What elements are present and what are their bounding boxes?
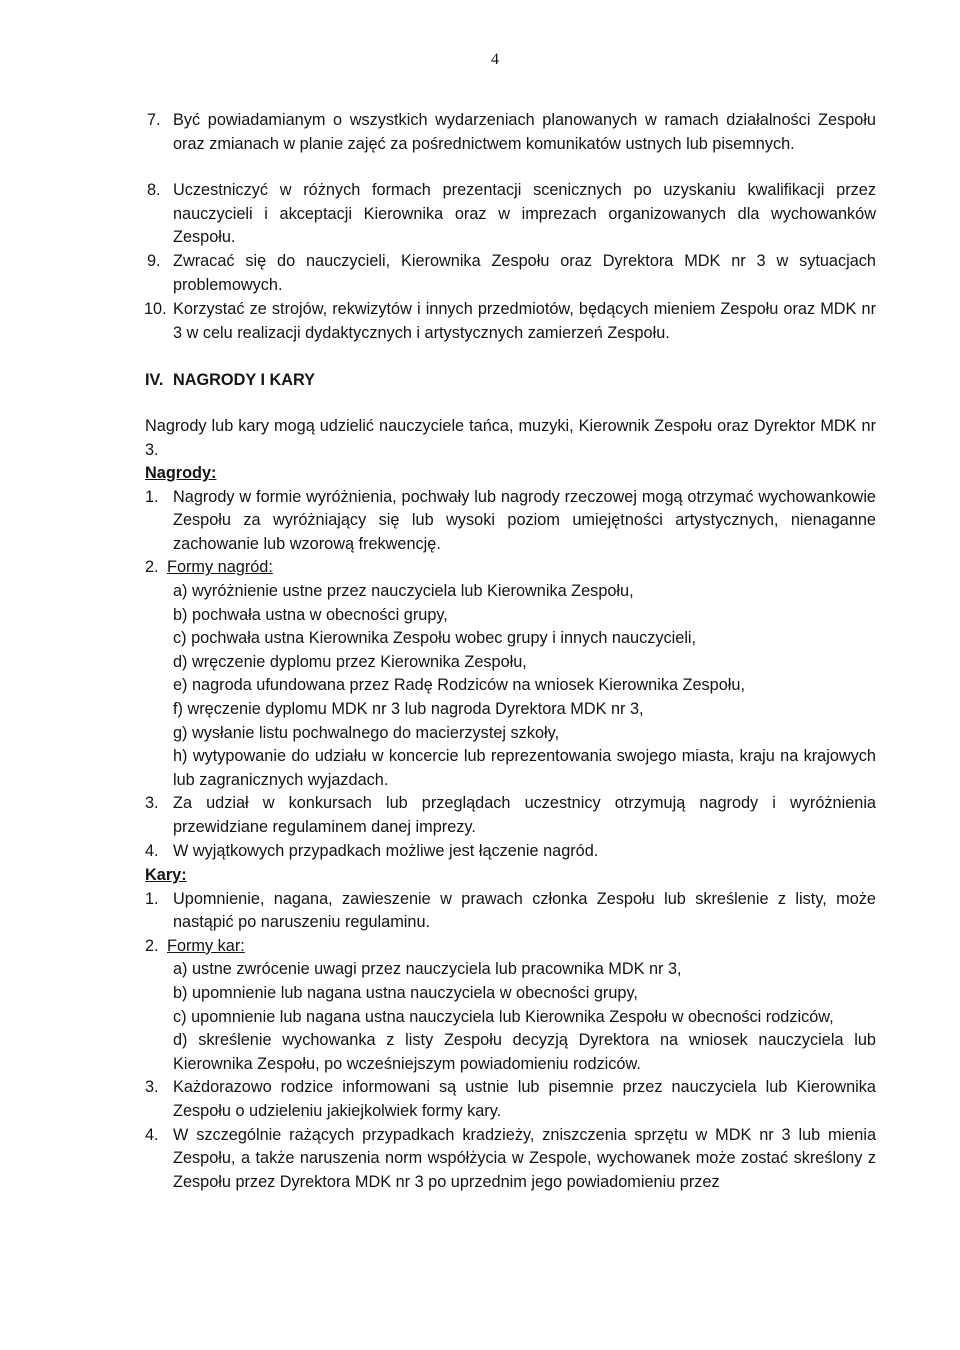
list-item (145, 840, 876, 864)
list-item (147, 250, 876, 298)
list-item (145, 935, 876, 959)
list-item (145, 1076, 876, 1123)
item-number: 3. (145, 1078, 159, 1097)
list-item (145, 888, 876, 935)
form-item: e) nagroda ufundowana przez Radę Rodziców na wniosek Kierownika Zespołu, (173, 676, 745, 695)
item-number: 10. (144, 300, 167, 318)
item-text: W wyjątkowych przypadkach możliwe jest łączenie nagród. (173, 841, 599, 860)
section-numeral: IV. (145, 371, 164, 389)
item-number: 2. (145, 558, 159, 577)
item-number: 4. (145, 841, 159, 860)
list-item (147, 179, 876, 250)
form-item: b) pochwała ustna w obecności grupy, (173, 605, 448, 624)
item-text: Upomnienie, nagana, zawieszenie w prawach członka Zespołu lub skreślenie z listy, może nastąpić po naruszeniu regulaminu. (173, 889, 876, 932)
item-number: 1. (145, 889, 159, 908)
form-item: f) wręczenie dyplomu MDK nr 3 lub nagroda Dyrektora MDK nr 3, (173, 699, 644, 718)
penalty-forms (173, 958, 876, 1076)
item-number: 7. (147, 111, 161, 129)
list-item (145, 556, 876, 580)
list-item (145, 486, 876, 557)
item-number: 8. (147, 181, 161, 199)
forms-label: Formy nagród: (167, 558, 273, 577)
list-item (145, 792, 876, 839)
page-number: 4 (491, 51, 499, 68)
forms-label: Formy kar: (167, 936, 245, 955)
award-forms (173, 580, 876, 792)
section-title: NAGRODY I KARY (173, 371, 316, 389)
form-item: d) skreślenie wychowanka z listy Zespołu decyzją Dyrektora na wniosek nauczyciela lub Kierownika Zespołu, po wcześniejszym powiadomieniu rodziców. (173, 1031, 876, 1073)
item-text: W szczególnie rażących przypadkach kradzieży, zniszczenia sprzętu w MDK nr 3 lub mienia Zespołu, a także naruszenia norm współżycia w Zespole, wychowanek może zostać skreślony z Zespołu przez Dyrektora MDK nr 3 po uprzednim jego powiadomieniu przez (173, 1125, 876, 1191)
awards-section (0, 462, 960, 863)
item-text: Być powiadamianym o wszystkich wydarzeniach planowanych w ramach działalności Zespołu oraz zmianach w planie zajęć za pośrednictwem komunikatów ustnych lub pisemnych. (173, 111, 876, 153)
item-number: 9. (147, 252, 161, 270)
item-text: Uczestniczyć w różnych formach prezentacji scenicznych po uzyskaniu kwalifikacji przez nauczycieli i akceptacji Kierownika oraz w imprezach organizowanych dla wychowanków Zespołu. (173, 181, 876, 247)
rights-list (0, 109, 960, 345)
form-item: g) wysłanie listu pochwalnego do macierzystej szkoły, (173, 723, 560, 742)
item-text: Zwracać się do nauczycieli, Kierownika Zespołu oraz Dyrektora MDK nr 3 w sytuacjach problemowych. (173, 252, 876, 294)
item-text: Korzystać ze strojów, rekwizytów i innych przedmiotów, będących mieniem Zespołu oraz MDK nr 3 w celu realizacji dydaktycznych i artystycznych zamierzeń Zespołu. (173, 300, 876, 342)
item-text: Każdorazowo rodzice informowani są ustnie lub pisemnie przez nauczyciela lub Kierownika Zespołu o udzieleniu jakiejkolwiek formy kary. (173, 1078, 876, 1120)
awards-heading: Nagrody: (145, 464, 217, 482)
item-number: 3. (145, 794, 159, 813)
form-item: a) ustne zwrócenie uwagi przez nauczyciela lub pracownika MDK nr 3, (173, 960, 682, 979)
form-item: b) upomnienie lub nagana ustna nauczyciela w obecności grupy, (173, 983, 638, 1002)
intro-text: Nagrody lub kary mogą udzielić nauczyciele tańca, muzyki, Kierownik Zespołu oraz Dyrektor MDK nr 3. (145, 417, 876, 459)
list-item (145, 1124, 876, 1195)
penalties-section (0, 864, 960, 1194)
item-text: Nagrody w formie wyróżnienia, pochwały lub nagrody rzeczowej mogą otrzymać wychowankowie Zespołu za wyróżniający się lub wysoki poziom umiejętności artystycznych, nienaganne zachowanie lub wzorową frekwencję. (173, 487, 876, 553)
list-item (147, 109, 876, 179)
intro-paragraph (145, 415, 876, 462)
list-item (144, 298, 876, 345)
penalties-heading: Kary: (145, 866, 187, 884)
item-text: Za udział w konkursach lub przeglądach uczestnicy otrzymują nagrody i wyróżnienia przewidziane regulaminem danej imprezy. (173, 794, 876, 836)
item-number: 2. (145, 936, 159, 955)
item-number: 4. (145, 1125, 159, 1144)
form-item: d) wręczenie dyplomu przez Kierownika Zespołu, (173, 652, 527, 671)
form-item: c) upomnienie lub nagana ustna nauczyciela lub Kierownika Zespołu w obecności rodziców, (173, 1007, 834, 1026)
form-item: c) pochwała ustna Kierownika Zespołu wobec grupy i innych nauczycieli, (173, 629, 697, 648)
form-item: a) wyróżnienie ustne przez nauczyciela lub Kierownika Zespołu, (173, 581, 634, 600)
form-item: h) wytypowanie do udziału w koncercie lub reprezentowania swojego miasta, kraju na krajowych lub zagranicznych wyjazdach. (173, 747, 876, 789)
item-number: 1. (145, 487, 159, 506)
